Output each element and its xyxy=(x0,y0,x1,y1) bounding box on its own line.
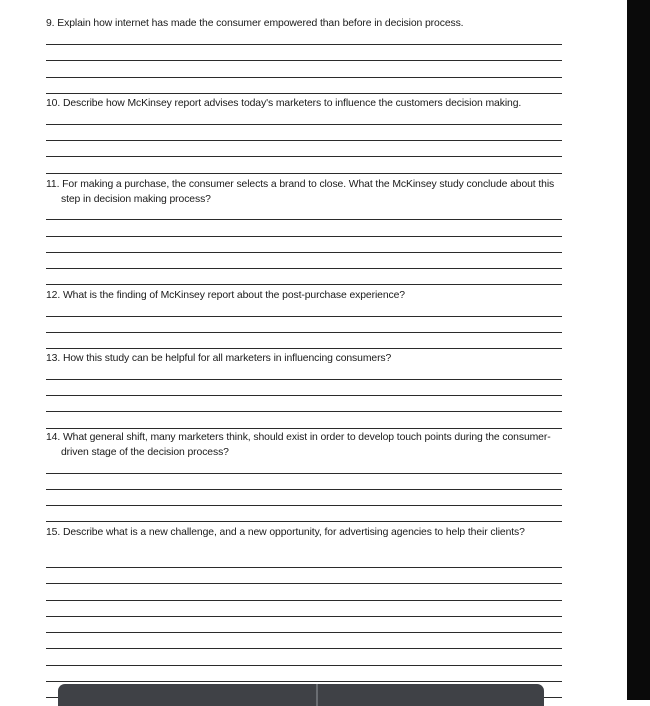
question-number: 11. xyxy=(46,179,60,190)
answer-line[interactable] xyxy=(46,379,562,380)
answer-line[interactable] xyxy=(46,284,562,285)
answer-line[interactable] xyxy=(46,268,562,269)
answer-line[interactable] xyxy=(46,140,562,141)
answer-line[interactable] xyxy=(46,681,562,682)
question-number: 13. xyxy=(46,353,61,364)
answer-line[interactable] xyxy=(46,411,562,412)
question-number: 10. xyxy=(46,98,61,109)
answer-line[interactable] xyxy=(46,428,562,429)
answer-line[interactable] xyxy=(46,173,562,174)
answer-line[interactable] xyxy=(46,583,562,584)
answer-line[interactable] xyxy=(46,665,562,666)
toolbar-divider xyxy=(316,684,318,706)
answer-line[interactable] xyxy=(46,44,562,45)
question-10 xyxy=(46,97,576,112)
question-text: Describe how McKinsey report advises today's marketers to influence the customers decision making. xyxy=(62,98,522,109)
answer-line[interactable] xyxy=(46,93,562,94)
question-number: 12. xyxy=(46,290,61,301)
bottom-toolbar[interactable] xyxy=(58,684,544,706)
question-14 xyxy=(46,431,566,460)
answer-line[interactable] xyxy=(46,60,562,61)
answer-line[interactable] xyxy=(46,316,562,317)
question-12 xyxy=(46,289,566,304)
question-number: 14. xyxy=(46,432,61,443)
question-text: For making a purchase, the consumer selects a brand to close. What the McKinsey study conclude about this step in decision making process? xyxy=(61,179,555,205)
answer-line[interactable] xyxy=(46,77,562,78)
question-text: What general shift, many marketers think, should exist in order to develop touch points during the consumer-driven stage of the decision process? xyxy=(61,432,551,458)
question-number: 9. xyxy=(46,18,55,29)
answer-line[interactable] xyxy=(46,489,562,490)
answer-line[interactable] xyxy=(46,219,562,220)
answer-line[interactable] xyxy=(46,156,562,157)
question-13 xyxy=(46,352,566,367)
answer-line[interactable] xyxy=(46,616,562,617)
answer-line[interactable] xyxy=(46,236,562,237)
answer-line[interactable] xyxy=(46,632,562,633)
answer-line[interactable] xyxy=(46,252,562,253)
answer-line[interactable] xyxy=(46,395,562,396)
right-edge-bar xyxy=(627,0,650,700)
answer-line[interactable] xyxy=(46,600,562,601)
answer-line[interactable] xyxy=(46,332,562,333)
question-text: Explain how internet has made the consumer empowered than before in decision process. xyxy=(57,18,464,29)
answer-line[interactable] xyxy=(46,521,562,522)
question-11 xyxy=(46,178,566,207)
answer-line[interactable] xyxy=(46,648,562,649)
answer-line[interactable] xyxy=(46,567,562,568)
answer-line[interactable] xyxy=(46,124,562,125)
question-text: What is the finding of McKinsey report about the post-purchase experience? xyxy=(62,290,405,301)
question-text: Describe what is a new challenge, and a new opportunity, for advertising agencies to help their clients? xyxy=(62,527,525,538)
answer-line[interactable] xyxy=(46,505,562,506)
answer-line[interactable] xyxy=(46,348,562,349)
answer-line[interactable] xyxy=(46,473,562,474)
question-15 xyxy=(46,526,566,541)
question-number: 15. xyxy=(46,527,61,538)
question-9 xyxy=(46,17,566,32)
question-text: How this study can be helpful for all marketers in influencing consumers? xyxy=(62,353,392,364)
